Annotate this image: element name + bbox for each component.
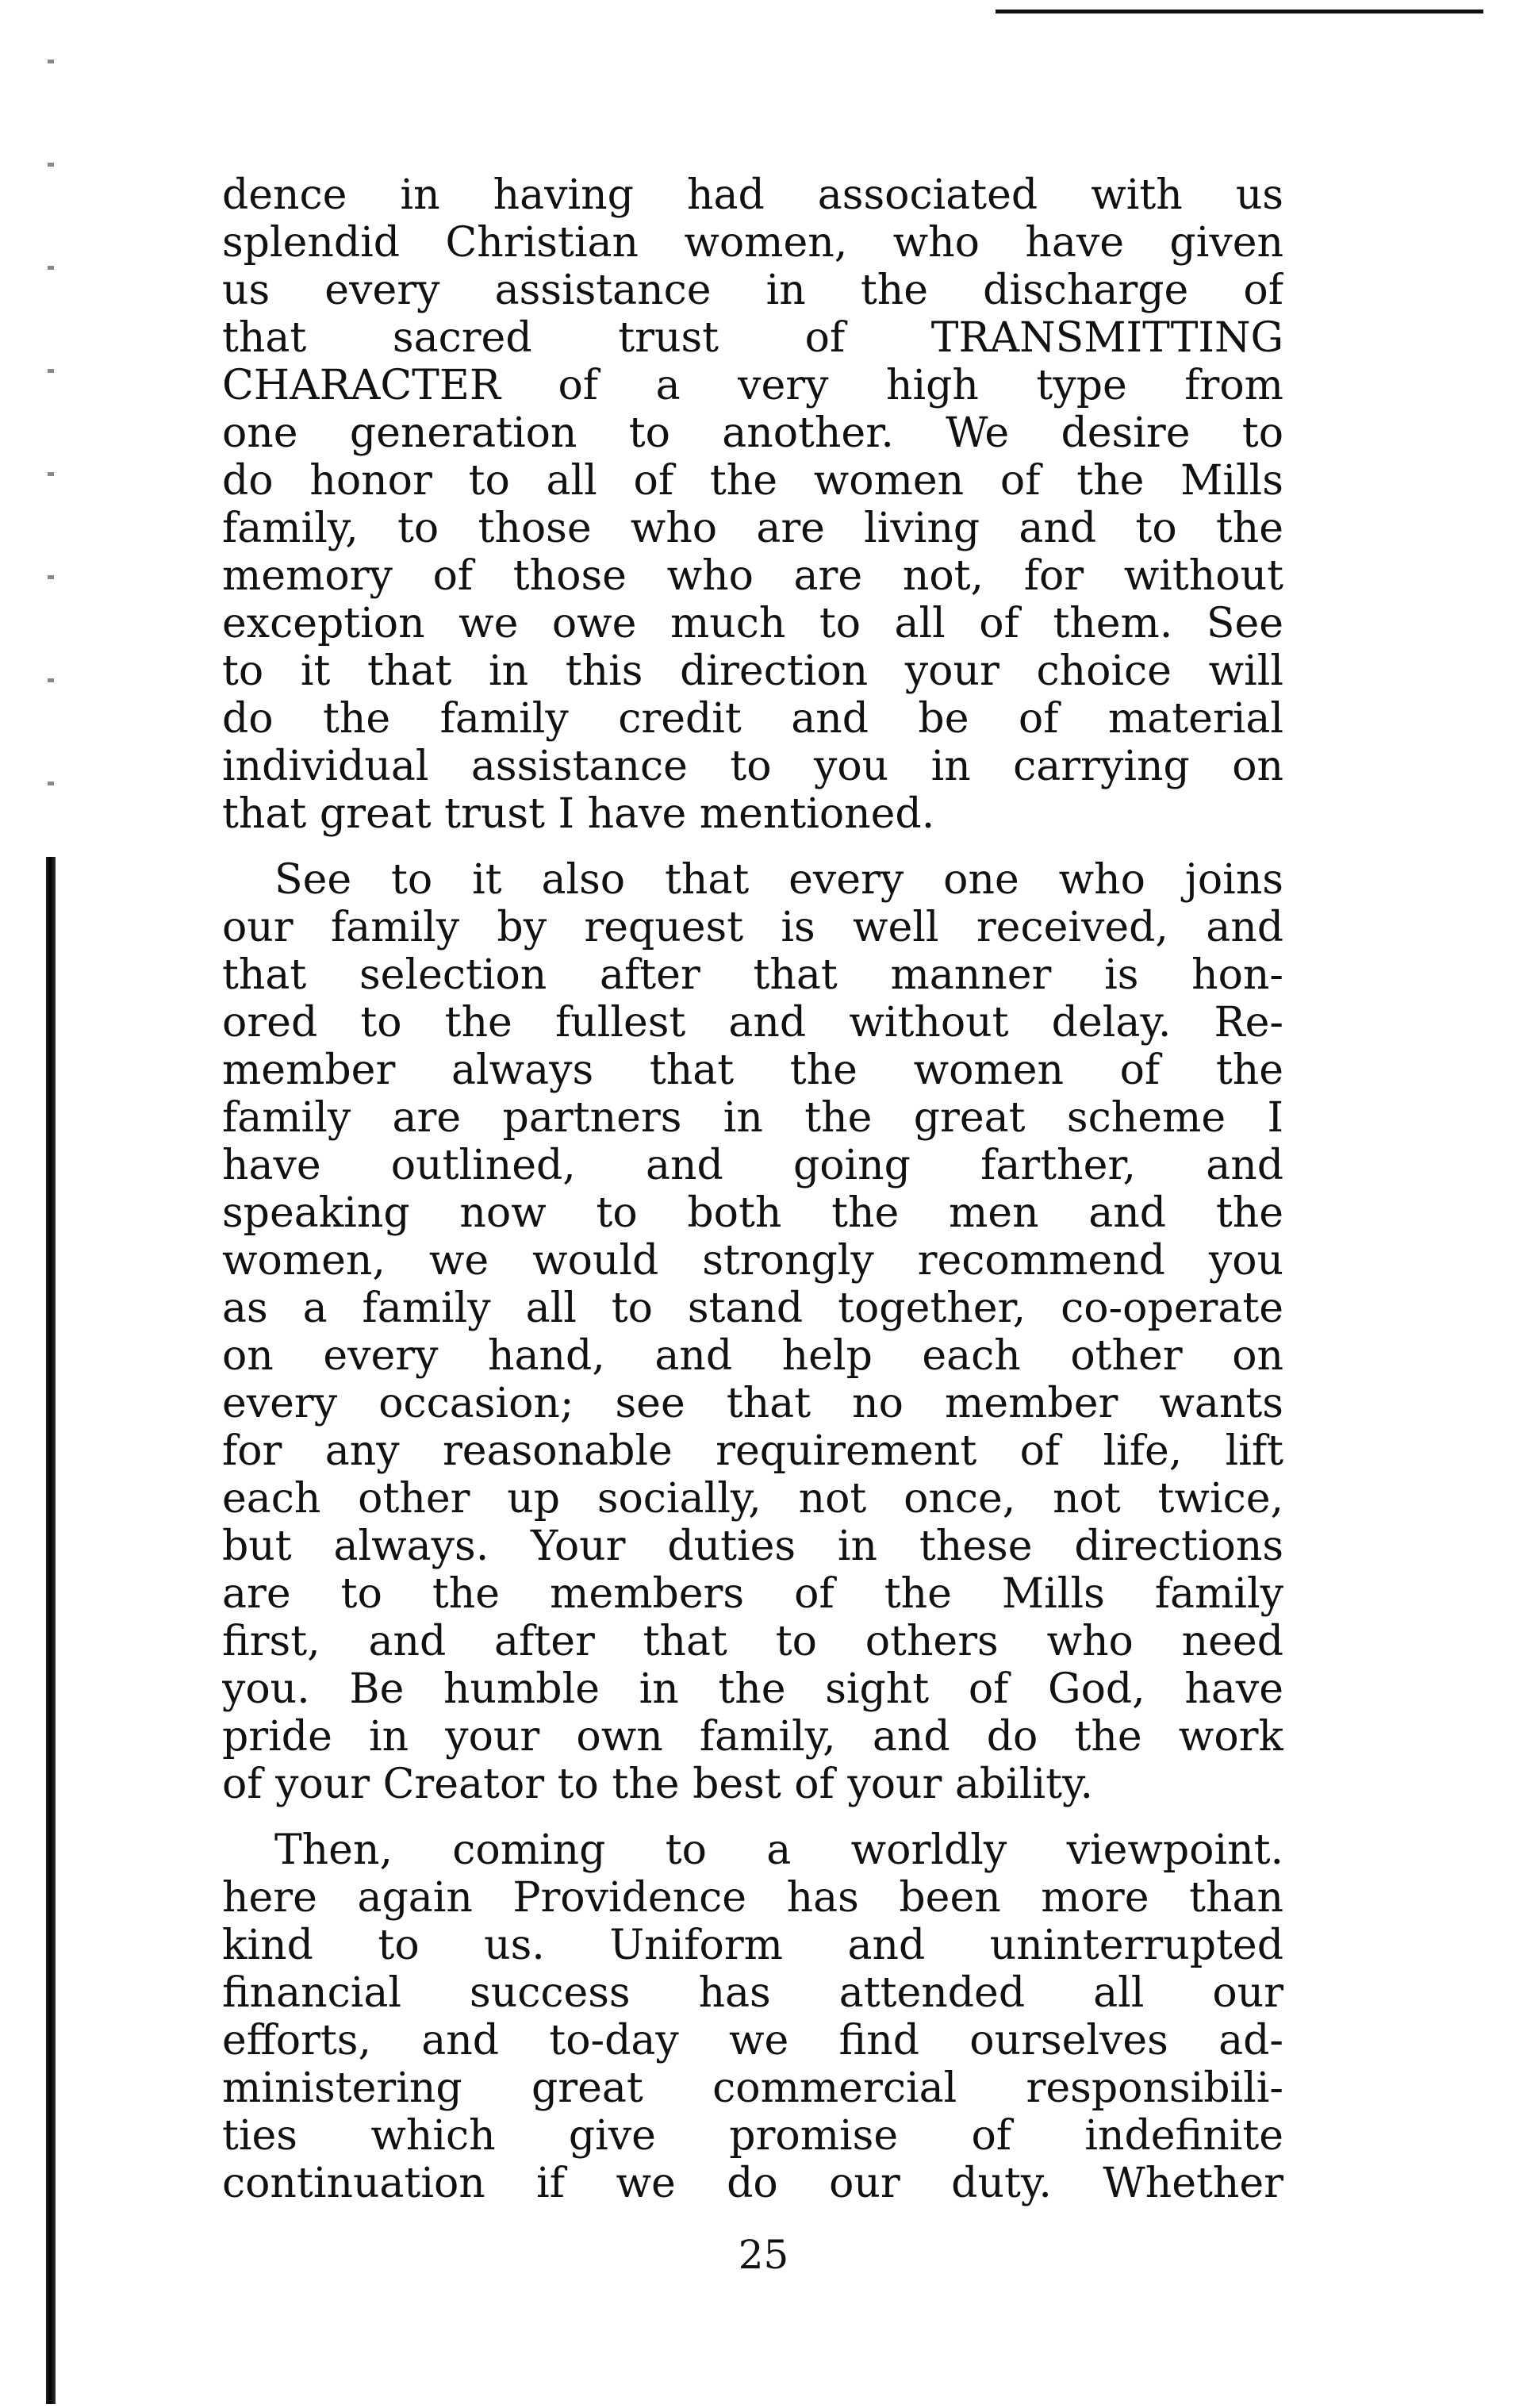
paragraph-gap xyxy=(222,838,1283,856)
text-line: women, we would strongly recommend you xyxy=(222,1237,1283,1285)
text-line: that selection after that manner is hon- xyxy=(222,951,1283,999)
text-line: do the family credit and be of material xyxy=(222,695,1283,743)
text-line: efforts, and to-day we find ourselves ad- xyxy=(222,2017,1283,2064)
text-line: financial success has attended all our xyxy=(222,1969,1283,2017)
text-line: do honor to all of the women of the Mills xyxy=(222,457,1283,505)
text-line: speaking now to both the men and the xyxy=(222,1189,1283,1237)
page-body-text xyxy=(222,171,1283,2207)
top-rule xyxy=(996,10,1483,13)
text-line: exception we owe much to all of them. See xyxy=(222,600,1283,647)
text-line: you. Be humble in the sight of God, have xyxy=(222,1665,1283,1713)
scan-binding-edge xyxy=(46,857,56,2404)
text-line: CHARACTER of a very high type from xyxy=(222,362,1283,409)
text-line: individual assistance to you in carrying on xyxy=(222,743,1283,790)
text-line: for any reasonable requirement of life, lift xyxy=(222,1427,1283,1475)
text-line: ministering great commercial responsibili- xyxy=(222,2064,1283,2112)
text-line: our family by request is well received, and xyxy=(222,904,1283,951)
text-line: dence in having had associated with us xyxy=(222,171,1283,219)
text-line: family, to those who are living and to the xyxy=(222,505,1283,552)
text-line: but always. Your duties in these directions xyxy=(222,1523,1283,1570)
text-line: have outlined, and going farther, and xyxy=(222,1142,1283,1189)
text-line: every occasion; see that no member wants xyxy=(222,1380,1283,1427)
text-line: Then, coming to a worldly viewpoint. xyxy=(274,1826,1283,1874)
text-line: one generation to another. We desire to xyxy=(222,409,1283,457)
page-number: 25 xyxy=(738,2232,789,2278)
text-line: See to it also that every one who joins xyxy=(274,856,1283,904)
text-line: to it that in this direction your choice will xyxy=(222,647,1283,695)
text-line: us every assistance in the discharge of xyxy=(222,267,1283,314)
text-line: ties which give promise of indefinite xyxy=(222,2112,1283,2160)
text-line: first, and after that to others who need xyxy=(222,1618,1283,1665)
text-line: as a family all to stand together, co-operate xyxy=(222,1285,1283,1332)
text-line: are to the members of the Mills family xyxy=(222,1570,1283,1618)
text-line: continuation if we do our duty. Whether xyxy=(222,2160,1283,2207)
text-line: each other up socially, not once, not twice, xyxy=(222,1475,1283,1523)
text-line: memory of those who are not, for without xyxy=(222,552,1283,600)
text-line: that great trust I have mentioned. xyxy=(222,790,935,838)
text-line: family are partners in the great scheme I xyxy=(222,1094,1283,1142)
text-line: that sacred trust of TRANSMITTING xyxy=(222,314,1283,362)
text-line: of your Creator to the best of your ability. xyxy=(222,1761,1093,1808)
text-line: on every hand, and help each other on xyxy=(222,1332,1283,1380)
text-line: pride in your own family, and do the work xyxy=(222,1713,1283,1761)
text-line: kind to us. Uniform and uninterrupted xyxy=(222,1922,1283,1969)
text-line: splendid Christian women, who have given xyxy=(222,219,1283,267)
scan-edge-specks xyxy=(48,16,54,841)
paragraph-gap xyxy=(222,1808,1283,1826)
text-line: member always that the women of the xyxy=(222,1047,1283,1094)
text-line: here again Providence has been more than xyxy=(222,1874,1283,1922)
text-line: ored to the fullest and without delay. Re- xyxy=(222,999,1283,1047)
